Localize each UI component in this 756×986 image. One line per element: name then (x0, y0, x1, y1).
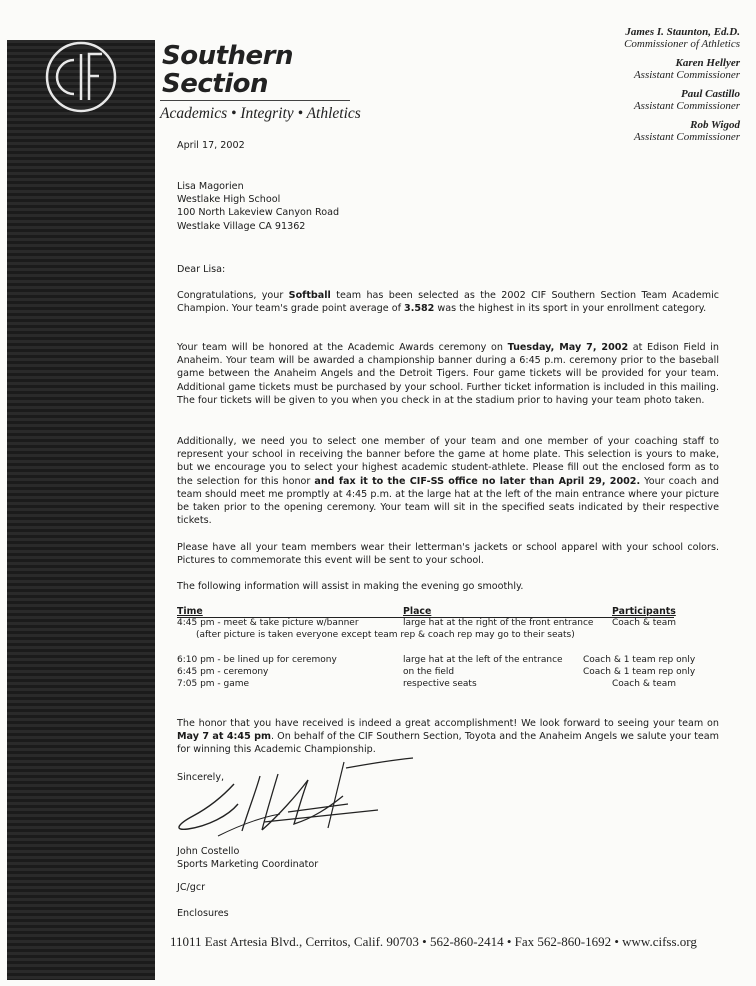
brand-divider (160, 100, 350, 101)
schedule-header-place: Place (403, 606, 432, 617)
officer-assistant-1 (624, 57, 740, 81)
text-run: Your coach and team should meet me promptly at 4:45 p.m. at the large hat at the left of the main entrance where your picture be taken prior to the opening ceremony. Your team will sit in the specified seats indicated by their respective tickets. (177, 475, 720, 527)
schedule-header-time: Time (177, 606, 203, 617)
paragraph-closing-remarks (177, 717, 719, 757)
officers-list (624, 26, 740, 150)
schedule-place: large hat at the right of the front entrance (403, 618, 594, 628)
recipient-address (177, 180, 719, 233)
officer-title: Commissioner of Athletics (624, 38, 740, 50)
paragraph-schedule-intro: The following information will assist in making the evening go smoothly. (177, 581, 524, 592)
paragraph-apparel: Please have all your team members wear their letterman's jackets or school apparel with your school colors. Pictures to commemorate this event will be sent to your school. (177, 542, 719, 567)
officer-assistant-2 (624, 88, 740, 112)
schedule-place: on the field (403, 667, 455, 677)
text-run: was the highest in its sport in your enrollment category. (434, 303, 707, 315)
schedule-time: 7:05 pm - game (177, 679, 250, 689)
schedule-time: 4:45 pm - meet & take picture w/banner (177, 618, 359, 628)
text-run: The honor that you have received is indeed a great accomplishment! We look forward to seeing your team on (177, 718, 719, 729)
text-run: Congratulations, your (177, 290, 289, 301)
officer-title: Assistant Commissioner (633, 69, 740, 81)
signer-block (177, 845, 719, 871)
officer-commissioner (624, 26, 740, 50)
schedule-time: 6:10 pm - be lined up for ceremony (177, 655, 337, 665)
schedule-header-participants: Participants (612, 606, 676, 617)
text-run: Your team will be honored at the Academic Awards ceremony on (177, 342, 508, 353)
ceremony-date: Tuesday, May 7, 2002 (507, 342, 629, 353)
text-run: . On behalf of the CIF Southern Section, Toyota and the Anaheim Angels we salute your team for winning this Academic Championship. (177, 731, 719, 756)
salutation: Dear Lisa: (177, 264, 226, 275)
address-line: Westlake High School (177, 194, 281, 206)
text-run: Additionally, we need you to select one member of your team and one member of your coaching staff to represent your school in receiving the banner before the game at home plate. This selection is yours to make, but we encourage you to select your highest academic student-athlete. Please fill out the enclosed form as to the selection for this honor (177, 436, 719, 487)
schedule-participants: Coach & team (612, 679, 677, 689)
address-line: Lisa Magorien (177, 181, 244, 192)
event-time: May 7 at 4:45 pm (177, 731, 271, 743)
schedule-note: (after picture is taken everyone except team rep & coach rep may go to their seats) (196, 630, 575, 640)
cif-logo (44, 40, 118, 114)
sport-name: Softball (288, 290, 331, 301)
officer-name: James I. Staunton, Ed.D. (625, 26, 740, 38)
paragraph-ceremony (177, 341, 719, 407)
typist-initials: JC/gcr (177, 882, 206, 893)
officer-title: Assistant Commissioner (633, 131, 740, 143)
brand-line-1: Southern (162, 41, 294, 71)
letterhead-tagline: Academics • Integrity • Athletics (160, 105, 361, 122)
schedule-time: 6:45 pm - ceremony (177, 667, 269, 677)
paragraph-congratulations (177, 289, 719, 315)
gpa-value: 3.582 (404, 303, 435, 315)
letterhead-footer: 11011 East Artesia Blvd., Cerritos, Calif. 90703 • 562-860-2414 • Fax 562-860-1692 • www.cifss.org (170, 934, 697, 949)
text-run: at Edison Field in Anaheim. Your team will be awarded a championship banner during a 6:45 p.m. ceremony prior to the baseball game between the Anaheim Angels and the Detroit Tigers. Four game tickets will be provided for your team. Additional game tickets must be purchased by your school. Further ticket information is included in this mailing. The four tickets will be given to you when you check in at the stadium prior to having your team photo taken. (177, 342, 719, 406)
signer-title: Sports Marketing Coordinator (177, 859, 319, 871)
brand-line-2: Section (162, 69, 268, 99)
officer-name: Rob Wigod (690, 119, 740, 131)
handwritten-signature (168, 756, 418, 846)
schedule-participants: Coach & 1 team rep only (583, 655, 696, 665)
address-line: 100 North Lakeview Canyon Road (177, 207, 340, 219)
letter-date: April 17, 2002 (177, 140, 245, 151)
officer-name: Karen Hellyer (675, 57, 740, 69)
enclosures-note: Enclosures (177, 908, 229, 919)
schedule-participants: Coach & 1 team rep only (583, 667, 696, 677)
signer-name: John Costello (177, 846, 240, 857)
letterhead-brand (162, 42, 293, 98)
closing-sincerely: Sincerely, (177, 772, 225, 783)
address-line: Westlake Village CA 91362 (177, 220, 306, 232)
officer-name: Paul Castillo (681, 88, 740, 100)
schedule-place: respective seats (403, 679, 477, 689)
text-run: team has been selected as the 2002 CIF Southern Section Team Academic Champion. Your team's grade point average of (177, 290, 720, 315)
schedule-place: large hat at the left of the entrance (403, 655, 563, 665)
schedule-participants: Coach & team (612, 618, 677, 628)
paragraph-selection (177, 435, 719, 527)
letterhead-sidebar-band (7, 40, 155, 980)
fax-deadline: and fax it to the CIF-SS office no later than April 29, 2002. (314, 475, 641, 487)
officer-title: Assistant Commissioner (633, 100, 740, 112)
